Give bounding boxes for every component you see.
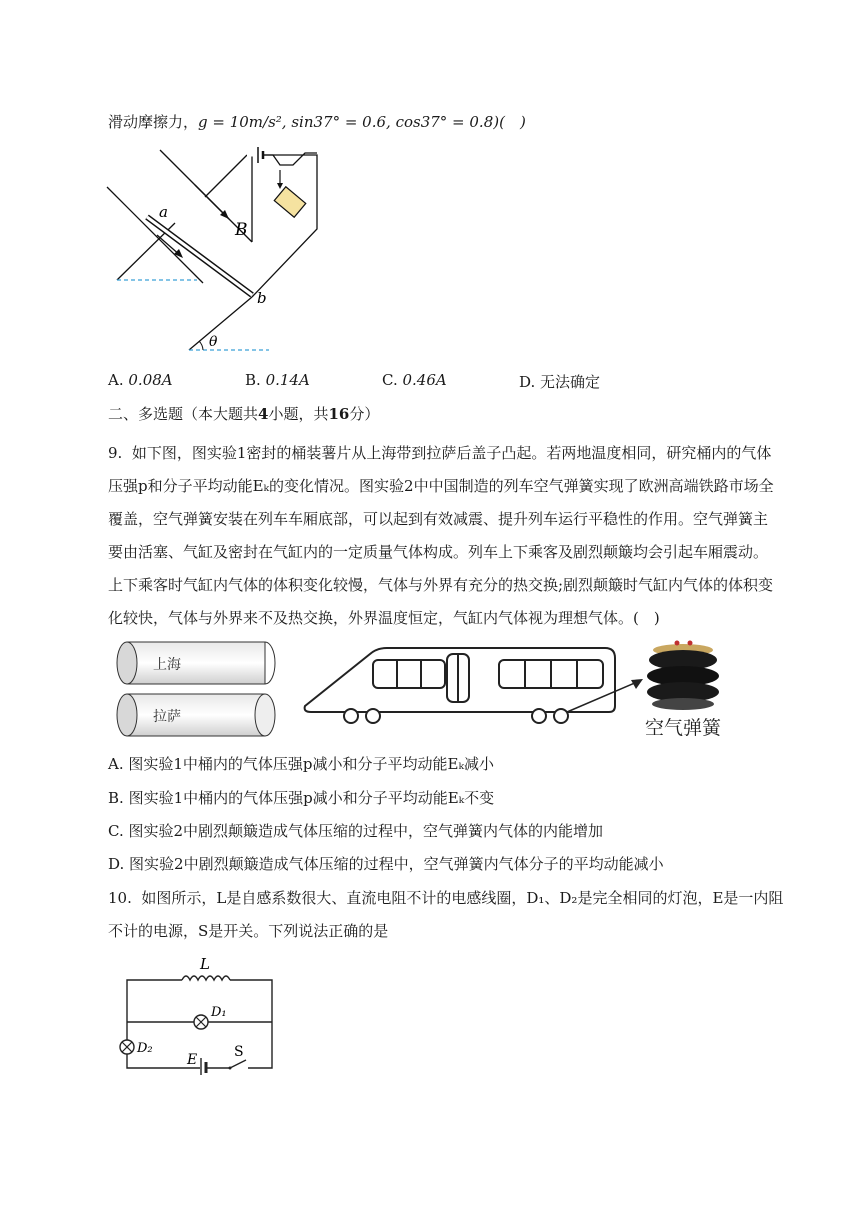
q10-circuit-figure bbox=[112, 950, 282, 1075]
rheostat bbox=[274, 187, 305, 218]
label-B: B bbox=[235, 220, 248, 240]
q9-line-6: 化较快，气体与外界来不及热交换，外界温度恒定，气缸内气体视为理想气体。( ) bbox=[108, 609, 660, 627]
q9-option-a[interactable]: A. 图实验1中桶内的气体压强p减小和分子平均动能Eₖ减小 bbox=[108, 755, 494, 773]
q9-option-d[interactable]: D. 图实验2中剧烈颠簸造成气体压缩的过程中，空气弹簧内气体分子的平均动能减小 bbox=[108, 855, 664, 873]
q10-line-1: 10. 如图所示，L是自感系数很大、直流电阻不计的电感线圈，D₁、D₂是完全相同的灯泡，E是一内阻 bbox=[108, 889, 784, 907]
switch-s bbox=[230, 1060, 246, 1068]
label-E: E bbox=[187, 1052, 198, 1068]
inductor-coil bbox=[182, 976, 230, 980]
q9-line-5: 上下乘客时气缸内气体的体积变化较慢，气体与外界有充分的热交换;剧烈颠簸时气缸内气体的体积变 bbox=[108, 576, 774, 594]
q8-option-a[interactable]: A. 0.08A bbox=[108, 371, 173, 389]
q8-formula: g = 10m/s², sin37° = 0.6, cos37° = 0.8)( ) bbox=[198, 113, 526, 131]
q9-option-c[interactable]: C. 图实验2中剧烈颠簸造成气体压缩的过程中，空气弹簧内气体的内能增加 bbox=[108, 822, 604, 840]
q9-line-1: 9. 如下图，图实验1密封的桶装薯片从上海带到拉萨后盖子凸起。若两地温度相同，研究桶内的气体 bbox=[108, 444, 772, 462]
label-L: L bbox=[200, 955, 210, 973]
spring-label: 空气弹簧 bbox=[645, 717, 722, 739]
section-heading: 二、多选题（本大题共4小题，共16分） bbox=[108, 405, 380, 423]
chip-can-lhasa bbox=[117, 694, 275, 736]
incline-lower-line bbox=[107, 187, 203, 283]
rail-b-line bbox=[189, 297, 252, 350]
label-D1: D₁ bbox=[211, 1005, 227, 1020]
theta-arc bbox=[199, 341, 203, 350]
q9-option-b[interactable]: B. 图实验1中桶内的气体压强p减小和分子平均动能Eₖ不变 bbox=[108, 789, 495, 807]
label-b: b bbox=[257, 289, 267, 307]
lamp-d2 bbox=[120, 1040, 134, 1054]
q9-line-4: 要由活塞、气缸及密封在气缸内的一定质量气体构成。列车上下乘客及剧烈颠簸均会引起车厢震动。 bbox=[108, 543, 769, 561]
lamp-d1 bbox=[194, 1015, 208, 1029]
q8-intro-text: 滑动摩擦力， bbox=[108, 113, 199, 131]
chip-can-shanghai bbox=[117, 642, 275, 684]
q9-number: 9. bbox=[108, 444, 123, 462]
q9-line-3: 覆盖，空气弹簧安装在列车车厢底部，可以起到有效减震、提升列车运行平稳性的作用。空气弹簧主 bbox=[108, 510, 769, 528]
can-label-shanghai: 上海 bbox=[153, 657, 181, 673]
circuit-wire bbox=[252, 155, 317, 297]
q9-figure bbox=[115, 638, 735, 742]
q9-line-2: 压强p和分子平均动能Eₖ的变化情况。图实验2中中国制造的列车空气弹簧实现了欧洲高端铁路市场全 bbox=[108, 477, 774, 495]
can-label-lhasa: 拉萨 bbox=[153, 709, 181, 725]
q10-stem bbox=[108, 882, 788, 948]
q8-option-b[interactable]: B. 0.14A bbox=[245, 371, 310, 389]
label-S: S bbox=[234, 1044, 244, 1060]
q10-line-2: 不计的电源，S是开关。下列说法正确的是 bbox=[108, 922, 389, 940]
q8-circuit-figure bbox=[105, 145, 330, 357]
q8-option-d[interactable]: D. 无法确定 bbox=[519, 373, 601, 391]
q9-stem bbox=[108, 437, 788, 635]
theta-label: θ bbox=[209, 334, 218, 350]
q8-formula-line bbox=[108, 112, 526, 132]
q10-number: 10. bbox=[108, 889, 132, 907]
label-a: a bbox=[159, 203, 168, 221]
label-D2: D₂ bbox=[137, 1041, 153, 1056]
q8-option-c[interactable]: C. 0.46A bbox=[382, 371, 447, 389]
air-spring-image bbox=[647, 641, 719, 711]
